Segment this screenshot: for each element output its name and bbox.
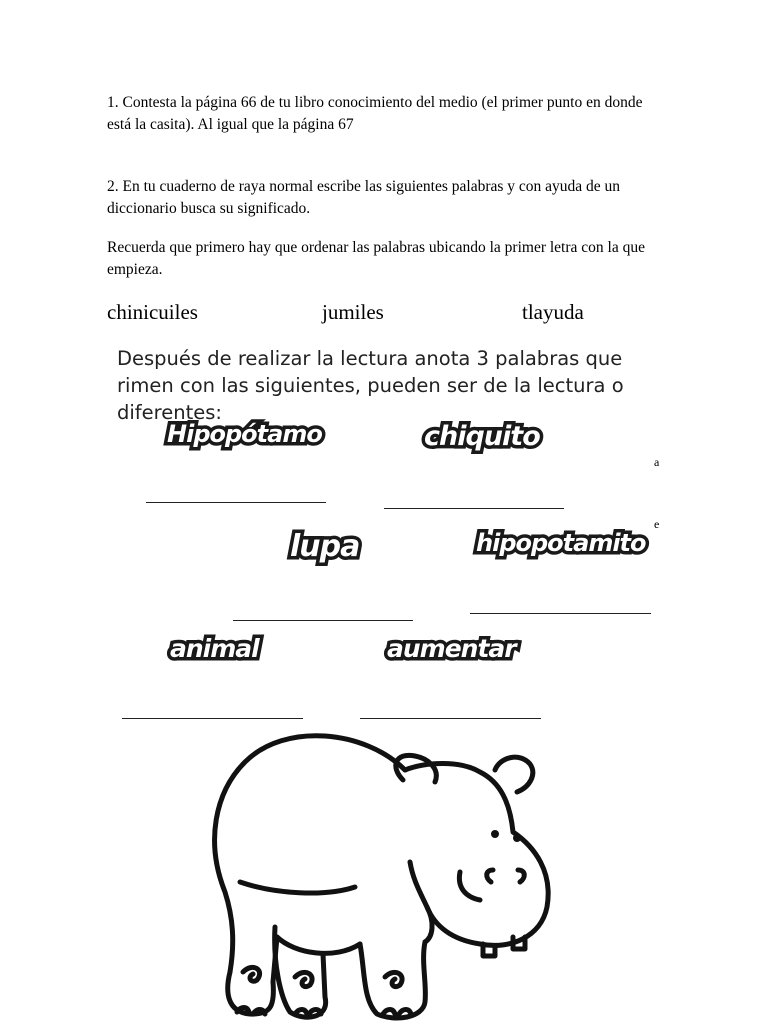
instruction-1: 1. Contesta la página 66 de tu libro conocimiento del medio (el primer punto en donde está la casita). Al igual que la página 67 [107, 94, 643, 133]
rhyme-word: hipopotamito [476, 529, 646, 557]
rhyme-word: animal [170, 634, 259, 663]
answer-blank[interactable] [384, 508, 564, 509]
stray-letter: e [654, 517, 660, 531]
answer-blank[interactable] [360, 718, 541, 719]
rhyme-instruction: Después de realizar la lectura anota 3 palabras que rimen con las siguientes, pueden ser de la lectura o diferentes: [117, 347, 624, 424]
instruction-2: 2. En tu cuaderno de raya normal escribe las siguientes palabras y con ayuda de un diccionario busca su significado. [107, 178, 621, 217]
rhyme-word: chiquito [424, 421, 540, 452]
rhyme-word: lupa [290, 529, 360, 564]
vocab-word: jumiles [322, 300, 384, 324]
rhyme-word: aumentar [387, 634, 516, 663]
vocab-word: chinicuiles [107, 300, 198, 324]
reminder-text: Recuerda que primero hay que ordenar las palabras ubicando la primer letra con la que empieza. [107, 239, 645, 278]
rhyme-word: Hipopótamo [167, 420, 322, 448]
answer-blank[interactable] [122, 718, 303, 719]
vocabulary-row [0, 300, 768, 330]
answer-blank[interactable] [470, 613, 651, 614]
stray-letter: a [654, 455, 660, 469]
hippo-illustration [195, 722, 565, 1024]
vocab-word: tlayuda [522, 300, 584, 324]
answer-blank[interactable] [146, 502, 326, 503]
answer-blank[interactable] [233, 620, 413, 621]
